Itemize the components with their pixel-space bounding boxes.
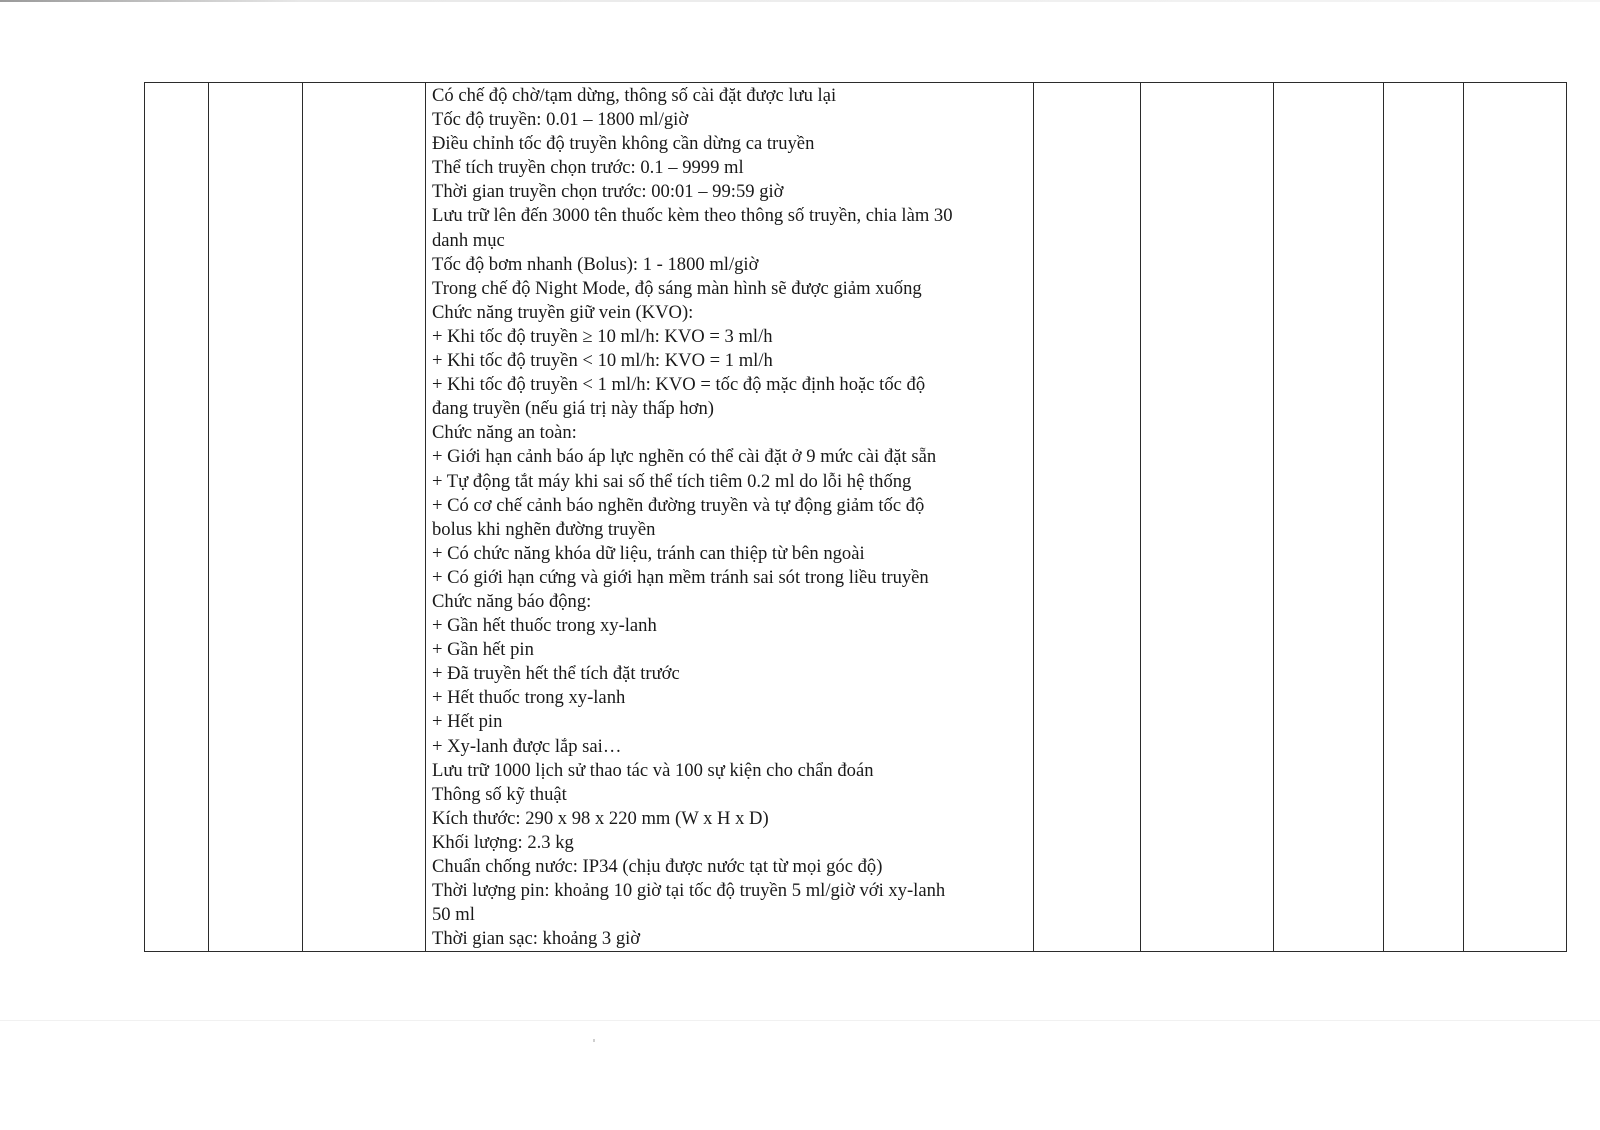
col-3-cell [303, 83, 426, 952]
spec-line: + Đã truyền hết thể tích đặt trước [432, 663, 680, 685]
spec-line: Điều chỉnh tốc độ truyền không cần dừng ca truyền [432, 133, 815, 155]
spec-line: Thể tích truyền chọn trước: 0.1 – 9999 ml [432, 157, 744, 179]
spec-line: Lưu trữ lên đến 3000 tên thuốc kèm theo thông số truyền, chia làm 30 [432, 205, 953, 227]
spec-line: + Có chức năng khóa dữ liệu, tránh can thiệp từ bên ngoài [432, 542, 865, 564]
col-1-cell [145, 83, 209, 952]
spec-line: + Có giới hạn cứng và giới hạn mềm tránh sai sót trong liều truyền [432, 566, 929, 588]
spec-line: danh mục [432, 229, 505, 251]
spec-line: Chức năng truyền giữ vein (KVO): [432, 301, 694, 323]
spec-line: + Xy-lanh được lắp sai… [432, 735, 622, 757]
spec-line: + Gần hết thuốc trong xy-lanh [432, 615, 657, 637]
col-5-cell [1034, 83, 1141, 952]
equipment-spec-table [144, 82, 1567, 952]
col-6-cell [1141, 83, 1274, 952]
col-8-cell [1384, 83, 1464, 952]
spec-line: đang truyền (nếu giá trị này thấp hơn) [432, 398, 714, 420]
spec-line: + Giới hạn cảnh báo áp lực nghẽn có thể cài đặt ở 9 mức cài đặt sẵn [432, 446, 937, 468]
spec-line: + Khi tốc độ truyền < 1 ml/h: KVO = tốc độ mặc định hoặc tốc độ [432, 374, 926, 396]
spec-line: + Hết pin [432, 711, 503, 733]
spec-line: + Tự động tắt máy khi sai số thể tích tiêm 0.2 ml do lỗi hệ thống [432, 470, 912, 492]
spec-line: Có chế độ chờ/tạm dừng, thông số cài đặt được lưu lại [432, 85, 837, 106]
spec-line: Thông số kỹ thuật [432, 783, 567, 805]
spec-line: Chức năng an toàn: [432, 422, 577, 444]
spec-line: Khối lượng: 2.3 kg [432, 831, 574, 853]
spec-line: Chuẩn chống nước: IP34 (chịu được nước tạt từ mọi góc độ) [432, 856, 883, 877]
spec-line: Thời gian sạc: khoảng 3 giờ [432, 928, 641, 950]
spec-line: Thời gian truyền chọn trước: 00:01 – 99:59 giờ [432, 181, 784, 203]
spec-line: Trong chế độ Night Mode, độ sáng màn hình sẽ được giảm xuống [432, 277, 922, 299]
technical-spec-cell [426, 83, 1034, 952]
scan-speck [593, 1039, 595, 1042]
spec-line: + Khi tốc độ truyền < 10 ml/h: KVO = 1 ml/h [432, 350, 773, 372]
spec-line: Thời lượng pin: khoảng 10 giờ tại tốc độ truyền 5 ml/giờ với xy-lanh [432, 880, 946, 902]
spec-line: Chức năng báo động: [432, 590, 592, 612]
col-2-cell [209, 83, 303, 952]
spec-line: Lưu trữ 1000 lịch sử thao tác và 100 sự kiện cho chẩn đoán [432, 759, 874, 781]
scan-fold-line [0, 1020, 1600, 1021]
col-7-cell [1274, 83, 1384, 952]
spec-line: + Gần hết pin [432, 639, 534, 661]
spec-line: Tốc độ bơm nhanh (Bolus): 1 - 1800 ml/giờ [432, 253, 759, 275]
spec-line: + Có cơ chế cảnh báo nghẽn đường truyền và tự động giảm tốc độ [432, 494, 925, 516]
spec-line: Kích thước: 290 x 98 x 220 mm (W x H x D) [432, 807, 769, 829]
spec-line: 50 ml [432, 904, 475, 926]
spec-line: bolus khi nghẽn đường truyền [432, 518, 656, 540]
col-9-cell [1464, 83, 1567, 952]
spec-line: + Khi tốc độ truyền ≥ 10 ml/h: KVO = 3 ml/h [432, 325, 773, 347]
table-row [145, 83, 1567, 952]
scan-top-edge [0, 0, 1600, 2]
spec-line: Tốc độ truyền: 0.01 – 1800 ml/giờ [432, 109, 689, 131]
spec-line: + Hết thuốc trong xy-lanh [432, 687, 626, 709]
